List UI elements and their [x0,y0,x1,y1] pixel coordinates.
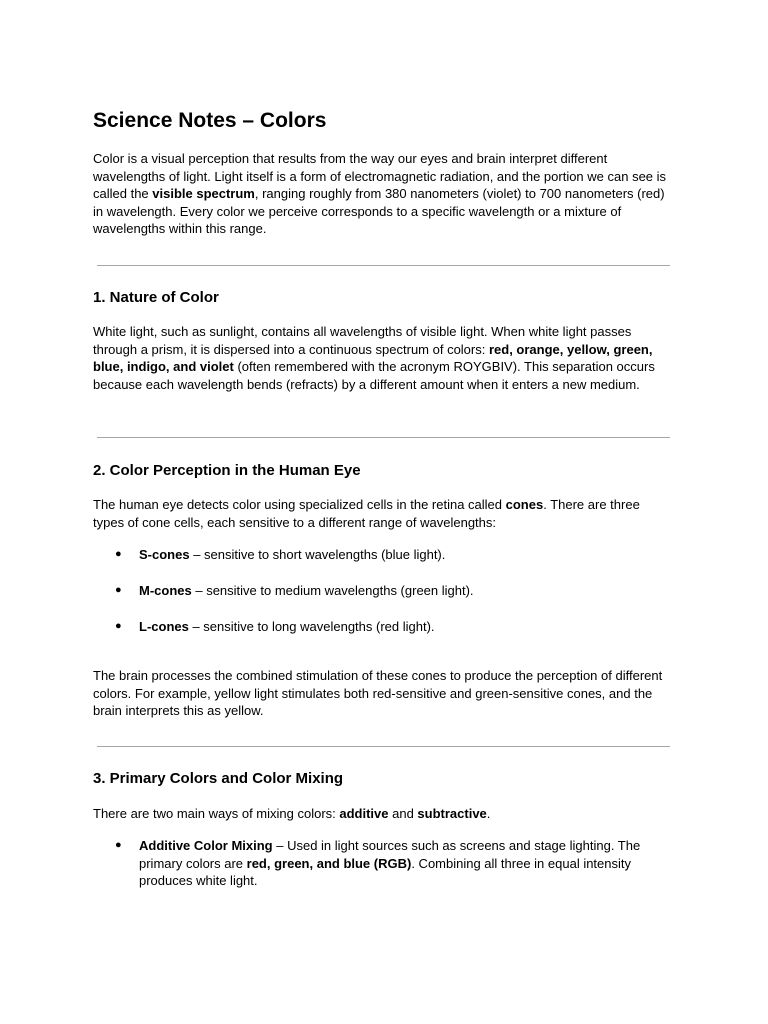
cone-stimulation-paragraph: The brain processes the combined stimulation of these cones to produce the perception of different colors. For example, yellow light stimulates both red-sensitive and green-sensitive cones, and the brain interprets this as yellow. [93,668,663,719]
nature-of-color-paragraph: White light, such as sunlight, contains all wavelengths of visible light. When white light passes through a prism, it is dispersed into a continuous spectrum of colors: red, orange, yellow, green, blue, indigo, and violet (often remembered with the acronym ROYGBIV). This separation occurs because each wavelength bends (refracts) by a different amount when it enters a new medium. [93,324,655,392]
list-item-s-cones: ● S-cones – sensitive to short wavelengths (blue light). [115,547,446,562]
bullet-icon: ● [115,620,122,632]
intro-paragraph: Color is a visual perception that results from the way our eyes and brain interpret different wavelengths of light. Light itself is a form of electromagnetic radiation, and the portion we can see is called the visible spectrum, ranging roughly from 380 nanometers (violet) to 700 nanometers (red) in wavelength. Every color we perceive corresponds to a specific wavelength or a mixture of wavelengths within this range. [93,151,667,237]
bullet-icon: ● [115,548,122,560]
section-heading-primary-colors: 3. Primary Colors and Color Mixing [93,770,344,787]
list-item-m-cones: ● M-cones – sensitive to medium wavelengths (green light). [115,583,474,598]
list-item-l-cones: ● L-cones – sensitive to long wavelengths (red light). [115,619,435,634]
color-mixing-paragraph: There are two main ways of mixing colors: additive and subtractive. [93,806,491,821]
bullet-icon: ● [115,839,122,851]
section-divider [97,746,670,747]
section-divider [97,437,670,438]
section-heading-color-perception: 2. Color Perception in the Human Eye [93,462,361,479]
bullet-icon: ● [115,584,122,596]
list-item-additive-mixing: ● Additive Color Mixing – Used in light sources such as screens and stage lighting. The primary colors are red, green, and blue (RGB). Combining all three in equal intensity produces white light. [115,838,641,889]
section-heading-nature-of-color: 1. Nature of Color [93,289,219,306]
section-divider [97,265,670,266]
color-perception-paragraph: The human eye detects color using specialized cells in the retina called cones. There are three types of cone cells, each sensitive to a different range of wavelengths: [93,497,640,530]
page-title: Science Notes – Colors [93,109,327,132]
